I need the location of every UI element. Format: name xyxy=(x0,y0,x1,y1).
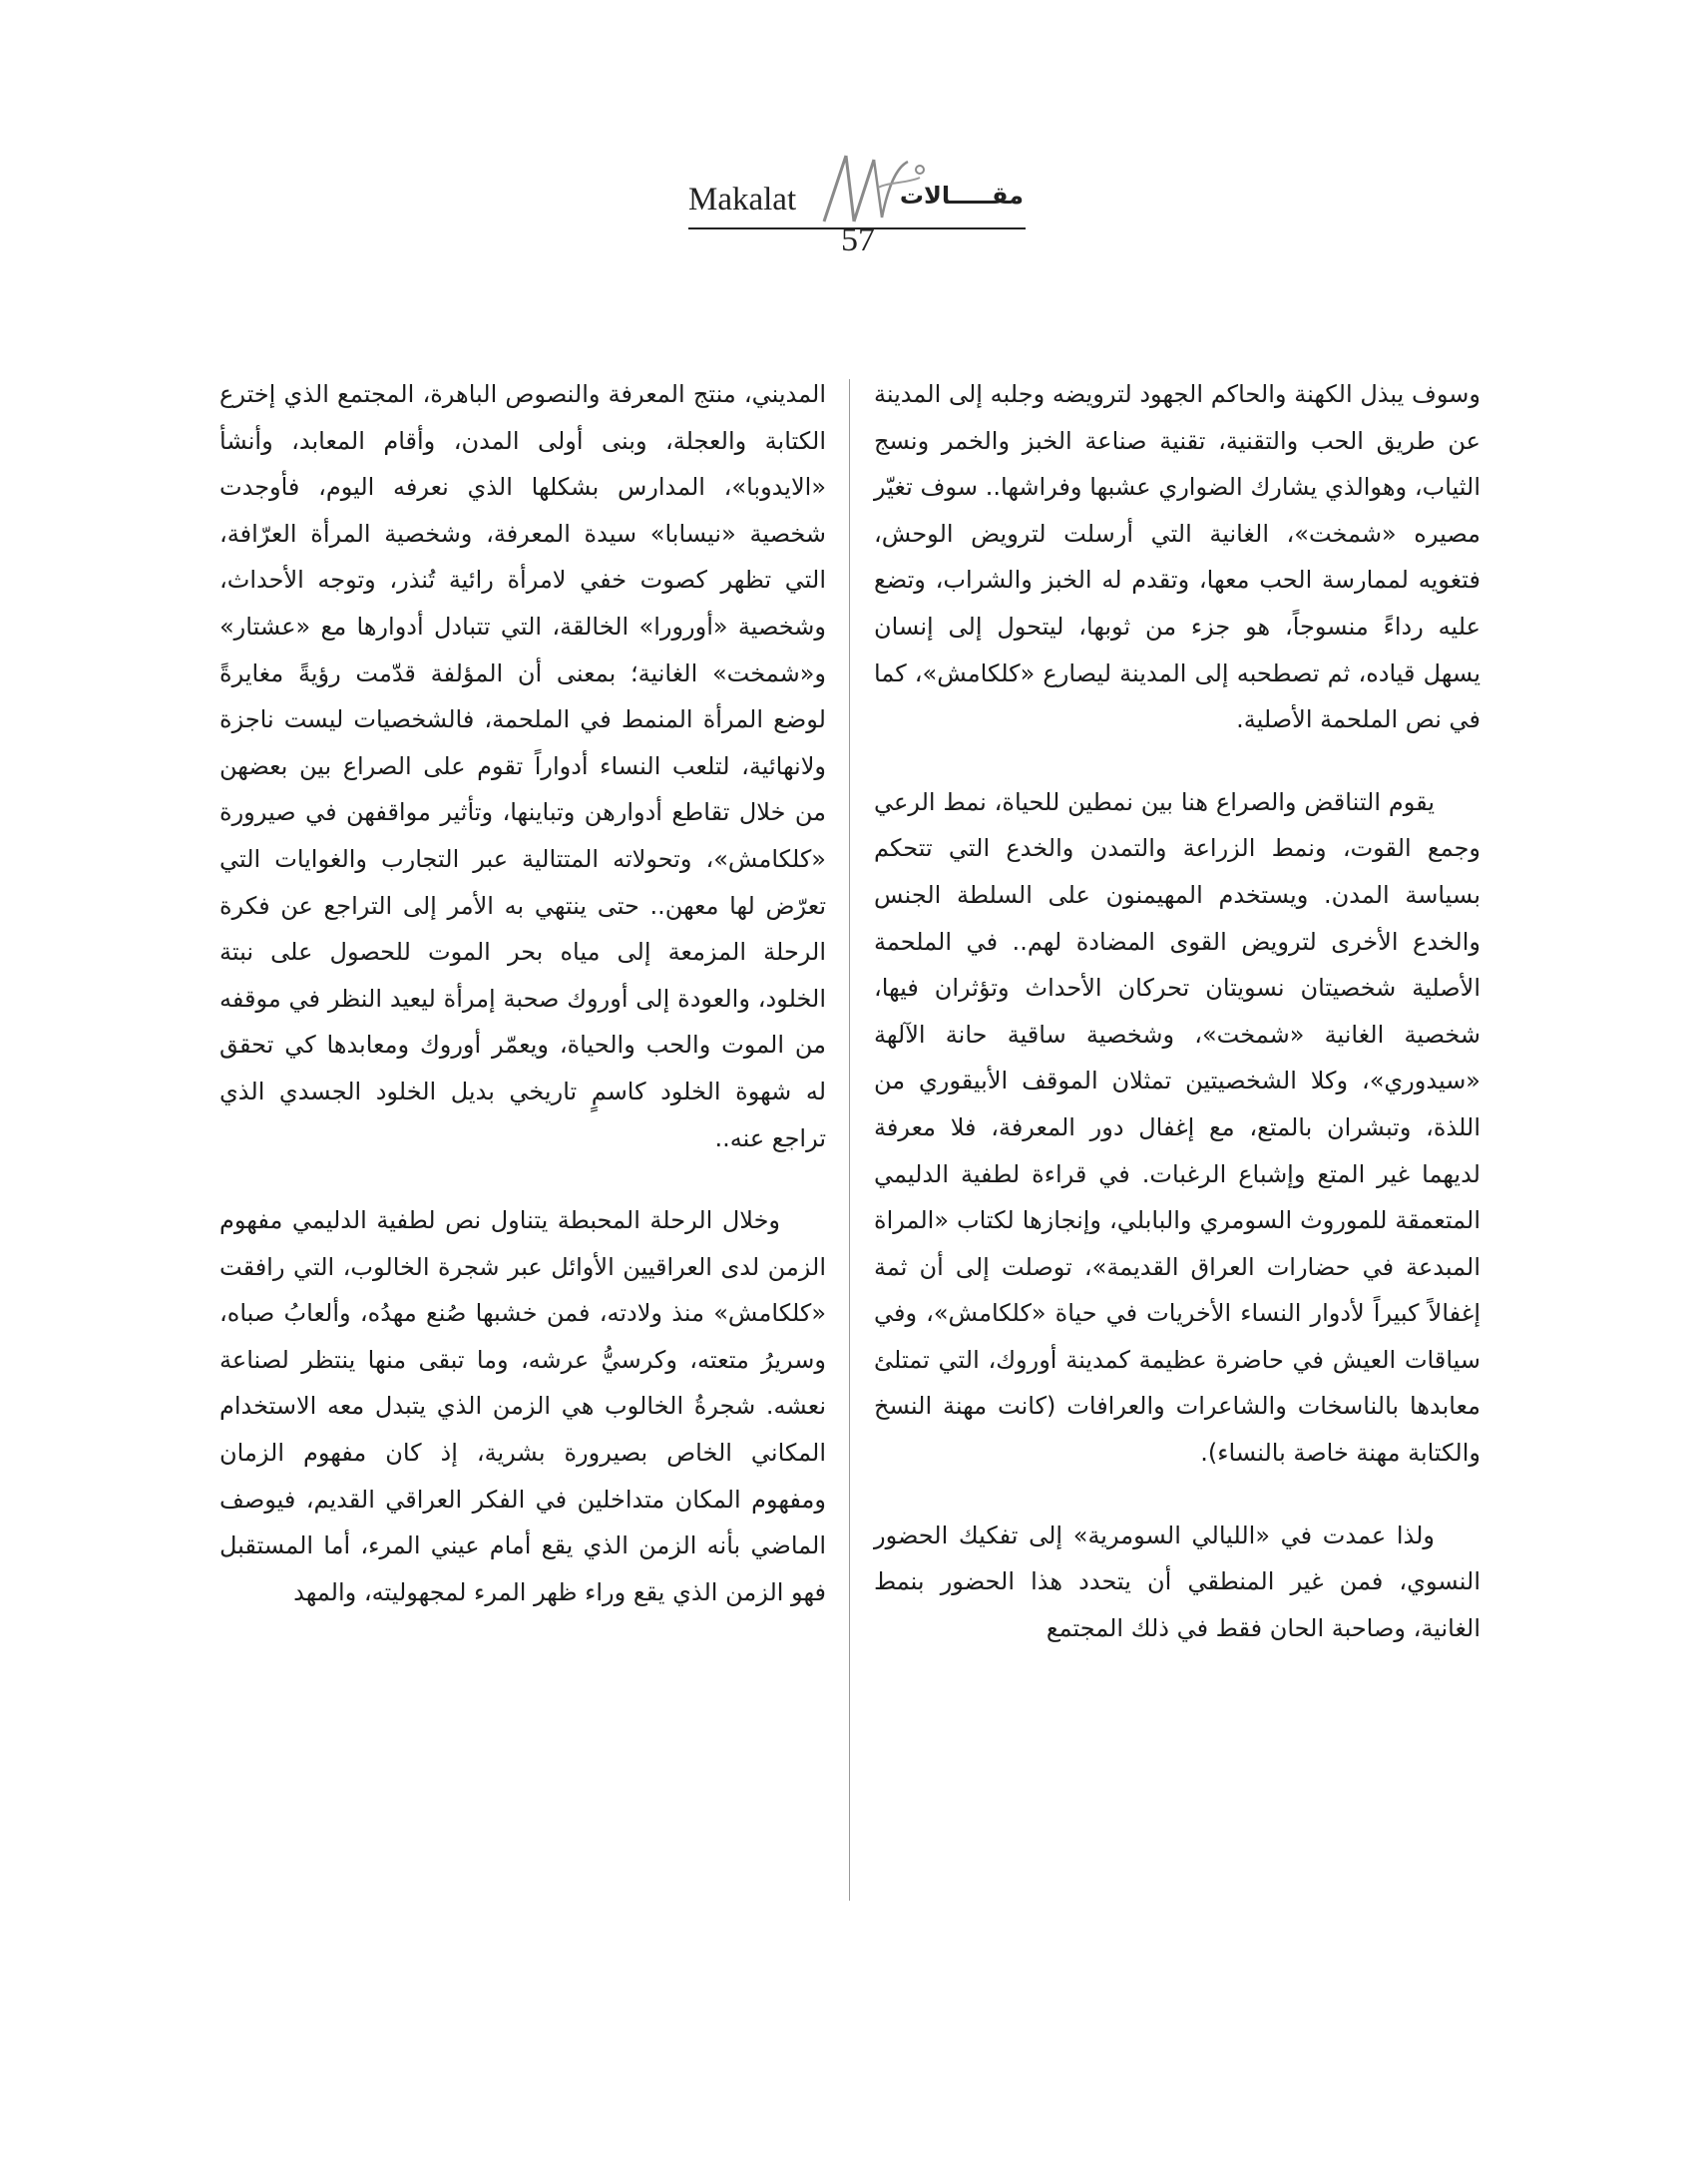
page-number: 57 xyxy=(841,221,875,258)
left-text-column xyxy=(219,371,826,1615)
paragraph: المديني، منتج المعرفة والنصوص الباهرة، المجتمع الذي إخترع الكتابة والعجلة، وبنى أولى المدن، وأقام المعابد، وأنشأ «الايدوبا»، المدارس بشكلها الذي نعرفه اليوم، فأوجدت شخصية «نيسابا» سيدة المعرفة، وشخصية المرأة العرّافة، التي تظهر كصوت خفي لامرأة رائية تُنذر، وتوجه الأحداث، وشخصية «أورورا» الخالقة، التي تتبادل أدوارها مع «عشتار» و«شمخت» الغانية؛ بمعنى أن المؤلفة قدّمت رؤيةً مغايرةً لوضع المرأة المنمط في الملحمة، فالشخصيات ليست ناجزة ولانهائية، لتلعب النساء أدواراً تقوم على الصراع بين بعضهن من خلال تقاطع أدوارهن وتباينها، وتأثير مواقفهن في صيرورة «كلكامش»، وتحولاته المتتالية عبر التجارب والغوايات التي تعرّض لها معهن.. حتى ينتهي به الأمر إلى التراجع عن فكرة الرحلة المزمعة إلى مياه بحر الموت للحصول على نبتة الخلود، والعودة إلى أوروك صحبة إمرأة ليعيد النظر في موقفه من الموت والحب والحياة، ويعمّر أوروك ومعابدها كي تحقق له شهوة الخلود كاسمٍ تاريخي بديل الخلود الجسدي الذي تراجع عنه.. xyxy=(219,380,826,1152)
paragraph: وسوف يبذل الكهنة والحاكم الجهود لترويضه وجلبه إلى المدينة عن طريق الحب والتقنية، تقنية صناعة الخبز والخمر ونسج الثياب، وهوالذي يشارك الضواري عشبها وفراشها.. سوف تغيّر مصيره «شمخت»، الغانية التي أرسلت لترويض الوحش، فتغويه لممارسة الحب معها، وتقدم له الخبز والشراب، وتضع عليه رداءً منسوجاً، هو جزء من ثوبها، ليتحول إلى إنسان يسهل قياده، ثم تصطحبه إلى المدينة ليصارع «كلكامش»، كما في نص الملحمة الأصلية. xyxy=(874,380,1480,734)
header-title-arabic: مقـــــالات xyxy=(899,182,1024,210)
right-text-column xyxy=(874,371,1480,1651)
header-title-latin: Makalat xyxy=(688,182,797,218)
paragraph: يقوم التناقض والصراع هنا بين نمطين للحياة، نمط الرعي وجمع القوت، ونمط الزراعة والتمدن والخدع التي تتحكم بسياسة المدن. ويستخدم المهيمنون على السلطة الجنس والخدع الأخرى لترويض القوى المضادة لهم.. في الملحمة الأصلية شخصيتان نسويتان تحركان الأحداث وتؤثران فيها، شخصية الغانية «شمخت»، وشخصية ساقية حانة الآلهة «سيدوري»، وكلا الشخصيتين تمثلان الموقف الأبيقوري من اللذة، وتبشران بالمتع، مع إغفال دور المعرفة، فلا معرفة لديهما غير المتع وإشباع الرغبات. في قراءة لطفية الدليمي المتعمقة للموروث السومري والبابلي، وإنجازها لكتاب «المراة المبدعة في حضارات العراق القديمة»، توصلت إلى أن ثمة إغفالاً كبيراً لأدوار النساء الأخريات في حياة «كلكامش»، وفي سياقات العيش في حاضرة عظيمة كمدينة أوروك، التي تمتلئ معابدها بالناسخات والشاعرات والعرافات (كانت مهنة النسخ والكتابة مهنة خاصة بالنساء). xyxy=(874,787,1480,1468)
page-header xyxy=(678,148,1038,267)
column-divider xyxy=(849,379,850,1901)
paragraph: وخلال الرحلة المحبطة يتناول نص لطفية الدليمي مفهوم الزمن لدى العراقيين الأوائل عبر شجرة الخالوب، التي رافقت «كلكامش» منذ ولادته، فمن خشبها صُنع مهدُه، وألعابُ صباه، وسريرُ متعته، وكرسيُّ عرشه، وما تبقى منها ينتظر لصناعة نعشه. شجرةُ الخالوب هي الزمن الذي يتبدل معه الاستخدام المكاني الخاص بصيرورة بشرية، إذ كان مفهوم الزمان ومفهوم المكان متداخلين في الفكر العراقي القديم، فيوصف الماضي بأنه الزمن الذي يقع أمام عيني المرء، أما المستقبل فهو الزمن الذي يقع وراء ظهر المرء لمجهوليته، والمهد xyxy=(219,1206,826,1606)
paragraph: ولذا عمدت في «الليالي السومرية» إلى تفكيك الحضور النسوي، فمن غير المنطقي أن يتحدد هذا الحضور بنمط الغانية، وصاحبة الحان فقط في ذلك المجتمع xyxy=(874,1521,1480,1642)
